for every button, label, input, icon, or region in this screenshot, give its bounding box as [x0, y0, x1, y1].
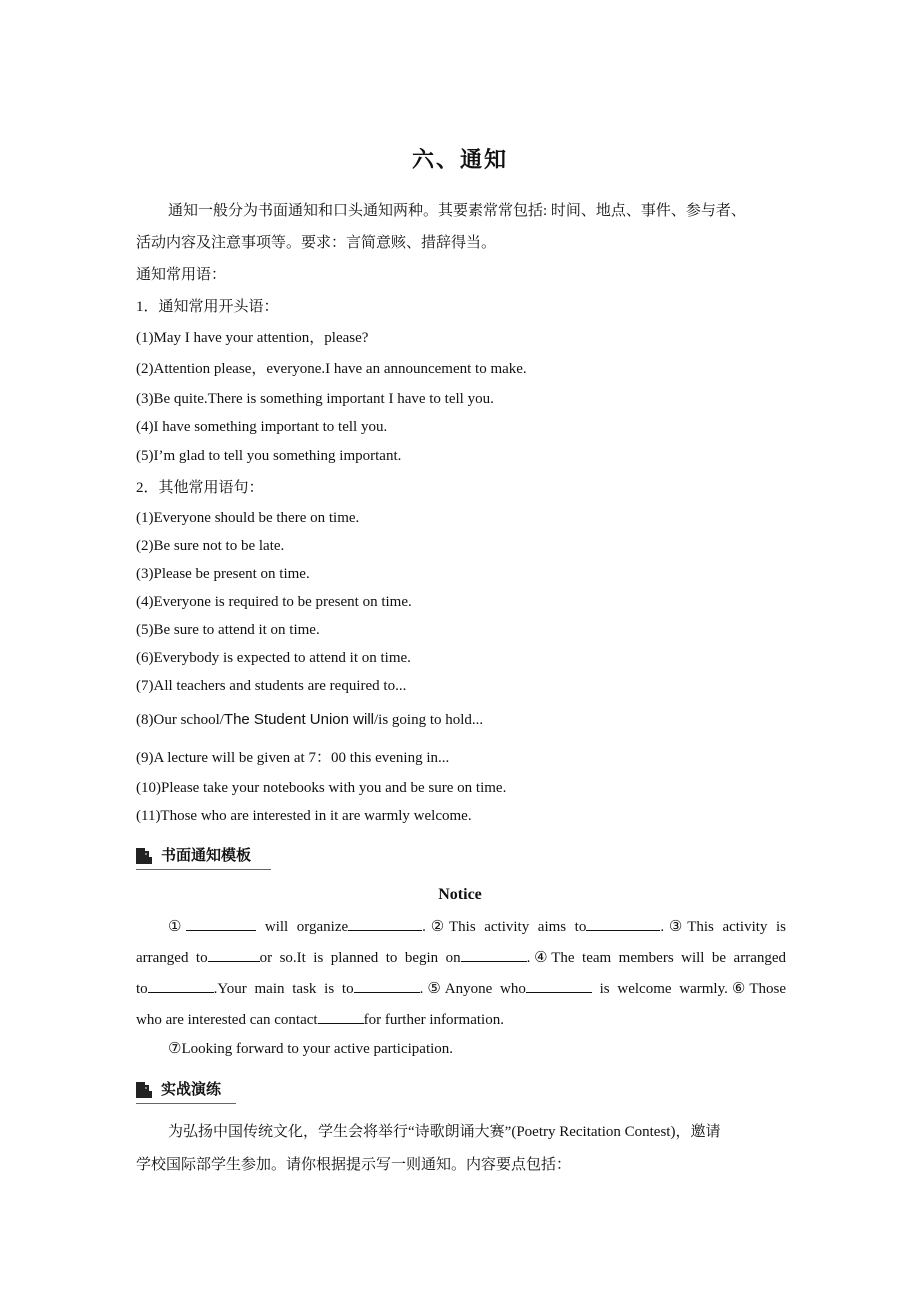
template-line-5: ⑦Looking forward to your active participation.	[168, 1041, 454, 1057]
other-item-8	[136, 710, 786, 730]
template-blank	[186, 916, 256, 931]
template-blank	[348, 916, 422, 931]
other-item: (1)Everyone should be there on time.	[136, 510, 360, 526]
practice-line-2: 学校国际部学生参加。请你根据提示写一则通知。内容要点包括：	[136, 1157, 572, 1173]
other-heading: 2．其他常用语句：	[136, 480, 264, 496]
practice-section-header	[136, 1077, 236, 1104]
other-item: (3)Please be present on time.	[136, 566, 310, 582]
other-item: (2)Be sure not to be late.	[136, 538, 285, 554]
template-blank	[318, 1009, 364, 1024]
template-text: arranged to	[136, 950, 208, 966]
template-text: .③This activity is	[660, 919, 787, 935]
opening-item: (2)Attention please，everyone.I have an announcement to make.	[136, 361, 527, 377]
item8-part-c: /is going to hold...	[374, 712, 484, 728]
template-text: is welcome warmly.⑥Those	[591, 981, 786, 997]
item8-part-a: (8)Our school/	[136, 712, 224, 728]
template-text: or so.It is planned to begin on	[259, 950, 461, 966]
template-text: .⑤Anyone who	[419, 981, 526, 997]
other-item: (5)Be sure to attend it on time.	[136, 622, 320, 638]
template-text: ①	[168, 919, 187, 935]
common-heading: 通知常用语：	[136, 267, 227, 283]
template-blank	[461, 947, 527, 962]
template-text: will organize	[264, 919, 349, 935]
template-line-3	[136, 978, 786, 999]
other-item: (4)Everyone is required to be present on time.	[136, 594, 412, 610]
practice-section-label: 实战演练	[161, 1080, 222, 1098]
template-line-2	[136, 947, 786, 968]
template-blank	[148, 978, 214, 993]
intro-line-1: 通知一般分为书面通知和口头通知两种。其要素常常包括: 时间、地点、事件、参与者、	[168, 203, 746, 219]
opening-item: (5)I’m glad to tell you something important.	[136, 448, 402, 464]
template-blank	[586, 916, 660, 931]
template-text: .④The team members will be arranged	[526, 950, 787, 966]
notice-title: Notice	[438, 886, 482, 903]
template-text: to	[136, 981, 148, 997]
template-text: for further information.	[363, 1012, 504, 1028]
template-blank	[354, 978, 420, 993]
template-blank	[526, 978, 592, 993]
page-title: 六、通知	[411, 148, 508, 173]
opening-item: (3)Be quite.There is something important I have to tell you.	[136, 391, 494, 407]
template-text: .②This activity aims to	[422, 919, 587, 935]
opening-item: (1)May I have your attention，please?	[136, 330, 369, 346]
opening-item: (4)I have something important to tell you.	[136, 419, 388, 435]
other-item: (7)All teachers and students are required to...	[136, 678, 407, 694]
other-item-9: (9)A lecture will be given at 7：00 this evening in...	[136, 750, 450, 766]
other-item: (6)Everybody is expected to attend it on time.	[136, 650, 411, 666]
practice-line-1: 为弘扬中国传统文化，学生会将举行“诗歌朗诵大赛”(Poetry Recitation Contest)，邀请	[168, 1124, 721, 1140]
template-blank	[208, 947, 260, 962]
item8-part-b: The Student Union will	[223, 711, 374, 728]
template-section-header	[136, 843, 271, 870]
intro-line-2: 活动内容及注意事项等。要求：言简意赅、措辞得当。	[136, 235, 497, 251]
section-marker-icon	[136, 848, 152, 864]
template-text: .Your main task is to	[213, 981, 354, 997]
other-item-11: (11)Those who are interested in it are warmly welcome.	[136, 808, 472, 824]
template-line-4	[136, 1009, 786, 1030]
template-text: who are interested can contact	[136, 1012, 318, 1028]
template-section-label: 书面通知模板	[161, 846, 252, 864]
section-marker-icon	[136, 1082, 152, 1098]
other-item-10: (10)Please take your notebooks with you and be sure on time.	[136, 780, 507, 796]
opening-heading: 1．通知常用开头语：	[136, 299, 279, 315]
template-line-1	[168, 916, 786, 937]
